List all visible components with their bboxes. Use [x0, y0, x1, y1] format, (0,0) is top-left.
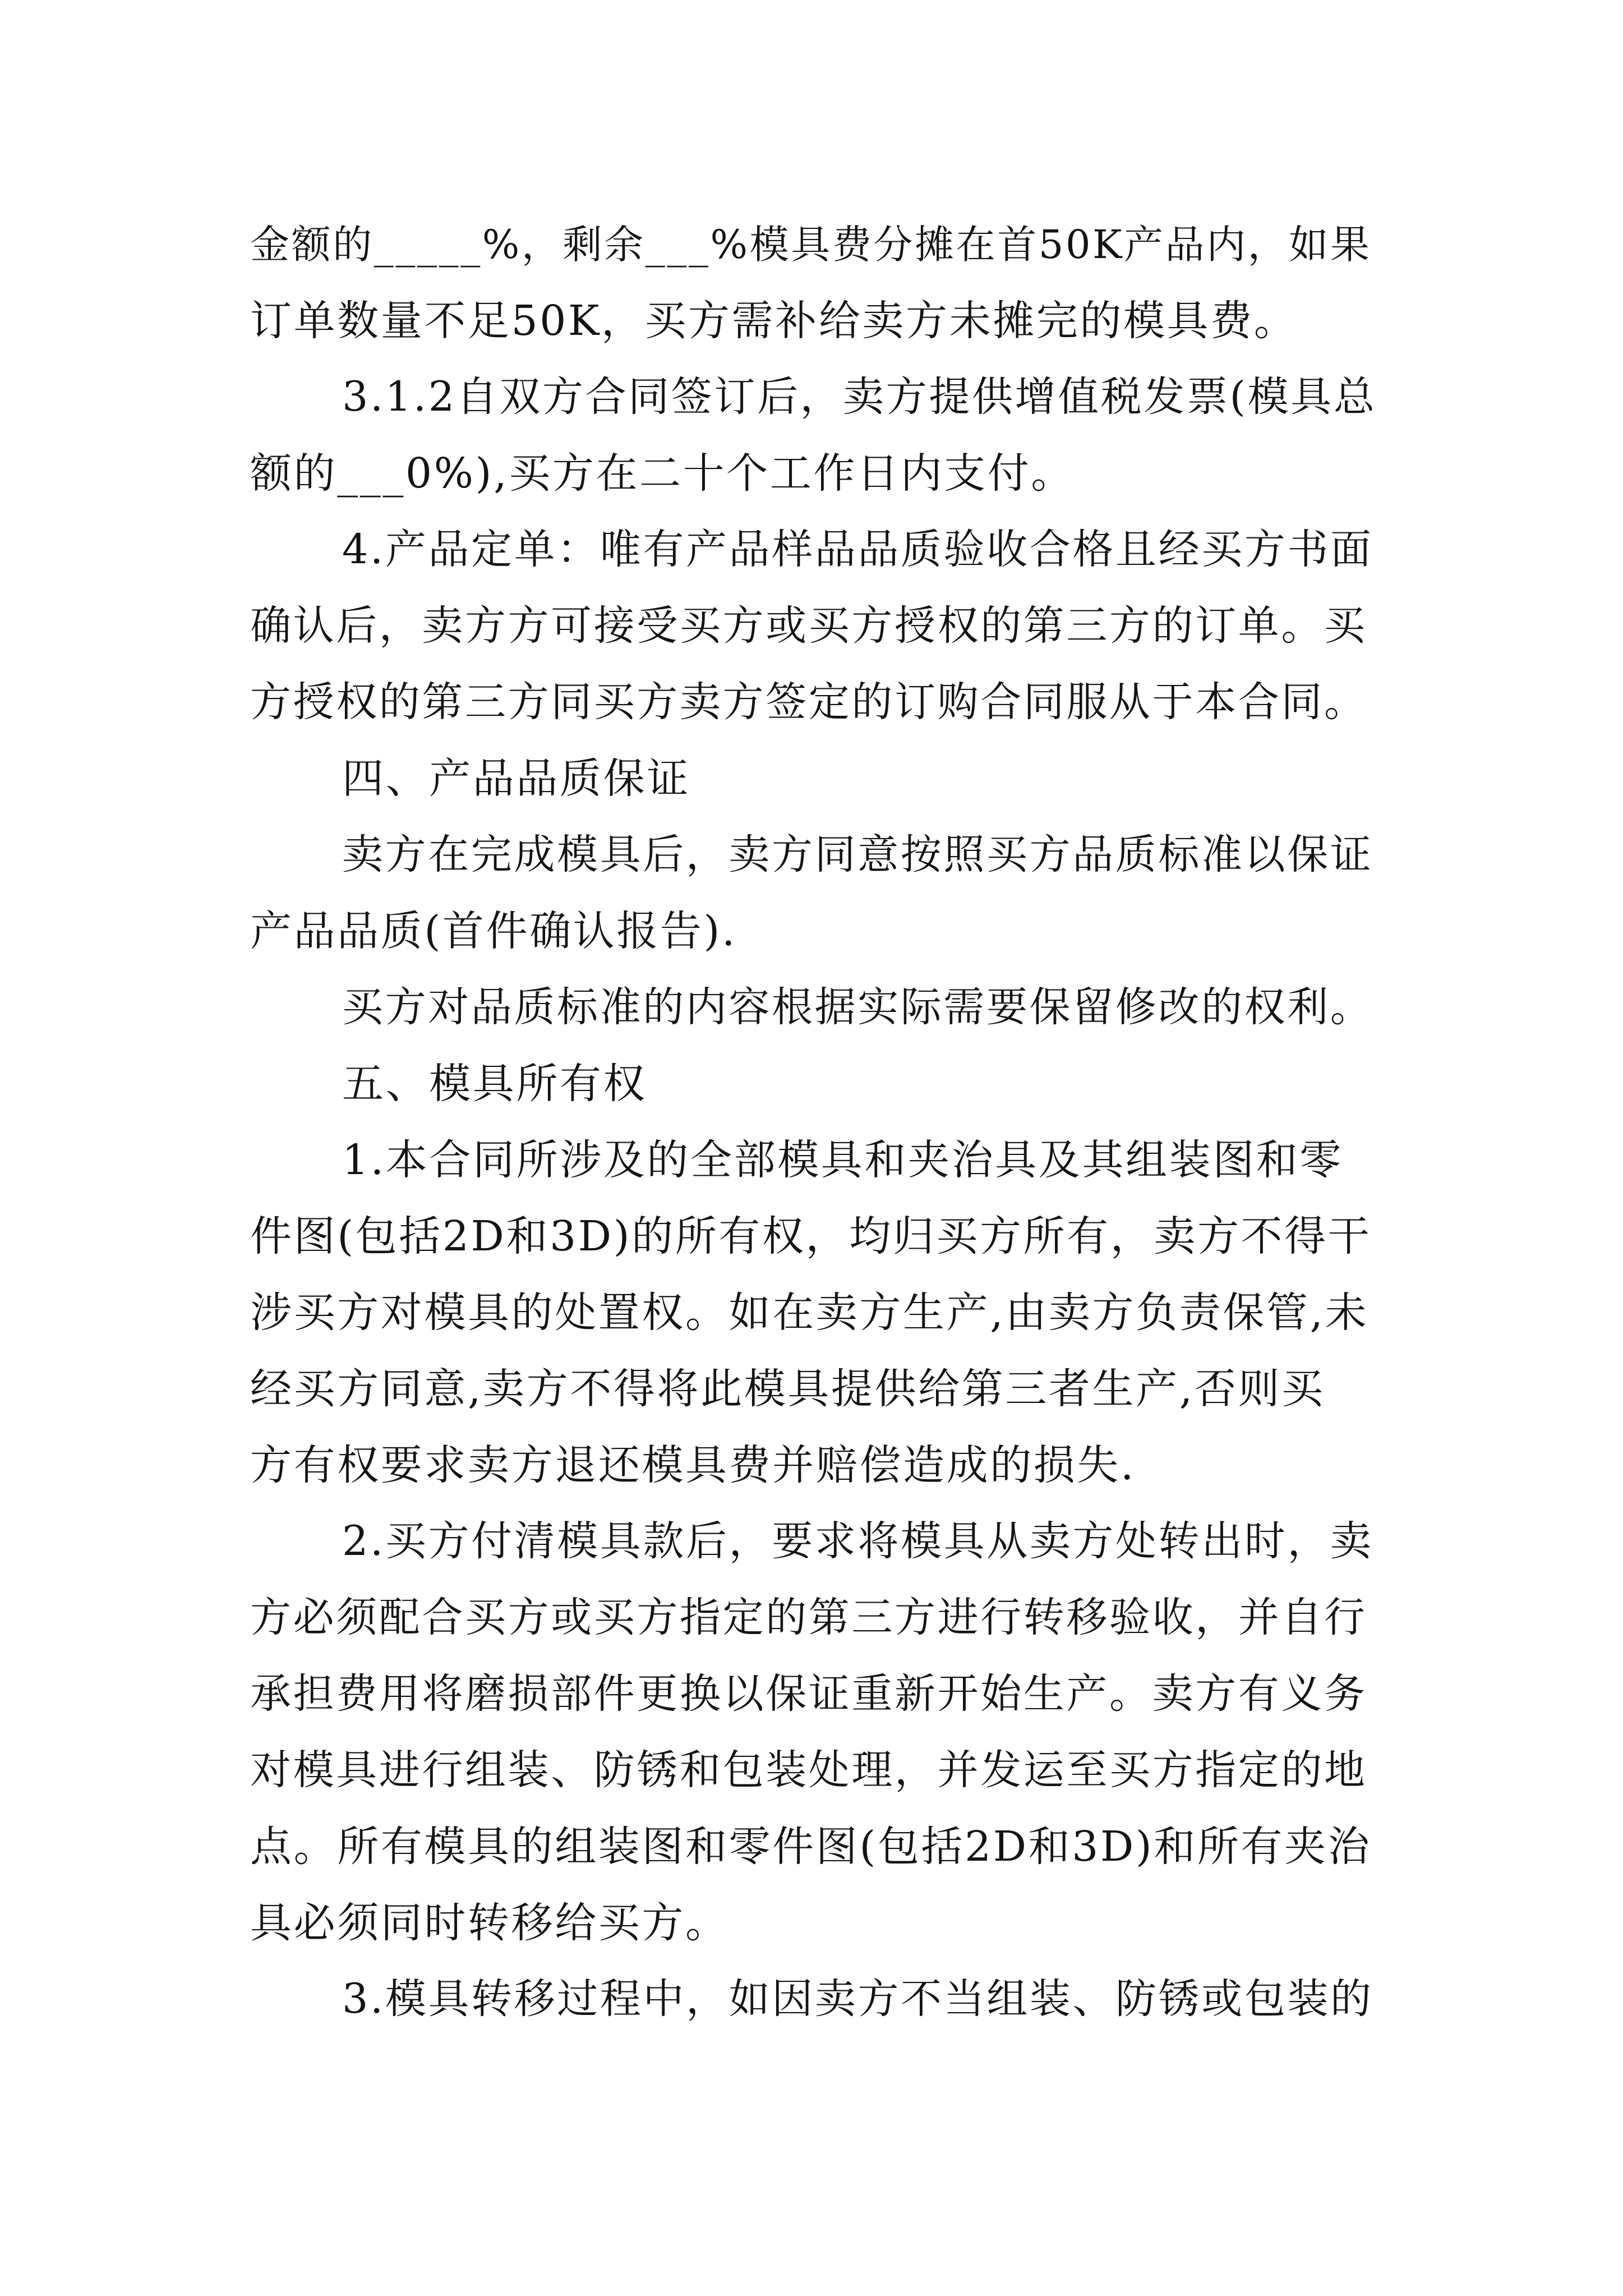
text-line: 对模具进行组装、防锈和包装处理，并发运至买方指定的地 — [250, 1746, 1367, 1794]
section-heading: 四、产品品质保证 — [342, 754, 690, 803]
text-line: 1.本合同所涉及的全部模具和夹治具及其组装图和零 — [342, 1136, 1344, 1184]
text-line: 4.产品定单：唯有产品样品品质验收合格且经买方书面 — [342, 526, 1373, 573]
text-line: 订单数量不足50K，买方需补给卖方未摊完的模具费。 — [250, 297, 1298, 345]
text-line: 经买方同意,卖方不得将此模具提供给第三者生产,否则买 — [250, 1365, 1325, 1413]
text-line: 点。所有模具的组装图和零件图(包括2D和3D)和所有夹治 — [250, 1823, 1372, 1871]
text-line: 涉买方对模具的处置权。如在卖方生产,由卖方负责保管,未 — [250, 1289, 1369, 1337]
section-heading: 五、模具所有权 — [342, 1060, 647, 1108]
text-line: 承担费用将磨损部件更换以保证重新开始生产。卖方有义务 — [250, 1670, 1367, 1718]
text-line: 额的___0%),买方在二十个工作日内支付。 — [250, 449, 1075, 498]
text-line: 确认后，卖方方可接受买方或买方授权的第三方的订单。买 — [250, 602, 1367, 650]
text-line: 2.买方付清模具款后，要求将模具从卖方处转出时，卖 — [342, 1517, 1373, 1565]
text-line: 产品品质(首件确认报告). — [250, 907, 737, 955]
text-line: 方必须配合买方或买方指定的第三方进行转移验收，并自行 — [250, 1594, 1367, 1641]
text-line: 具必须同时转移给买方。 — [250, 1899, 729, 1947]
text-line: 3.1.2自双方合同签订后，卖方提供增值税发票(模具总 — [342, 373, 1377, 421]
text-line: 买方对品质标准的内容根据实际需要保留修改的权利。 — [342, 983, 1373, 1031]
text-line: 方授权的第三方同买方卖方签定的订购合同服从于本合同。 — [250, 678, 1367, 726]
text-line: 件图(包括2D和3D)的所有权，均归买方所有，卖方不得干 — [250, 1212, 1372, 1260]
text-line: 卖方在完成模具后，卖方同意按照买方品质标准以保证 — [342, 831, 1373, 878]
text-line: 方有权要求卖方退还模具费并赔偿造成的损失. — [250, 1441, 1136, 1489]
document-body — [250, 206, 1377, 2037]
text-line: 3.模具转移过程中，如因卖方不当组装、防锈或包装的 — [342, 1975, 1373, 2023]
text-line: 金额的_____%，剩余___%模具费分摊在首50K产品内，如果 — [250, 222, 1372, 268]
